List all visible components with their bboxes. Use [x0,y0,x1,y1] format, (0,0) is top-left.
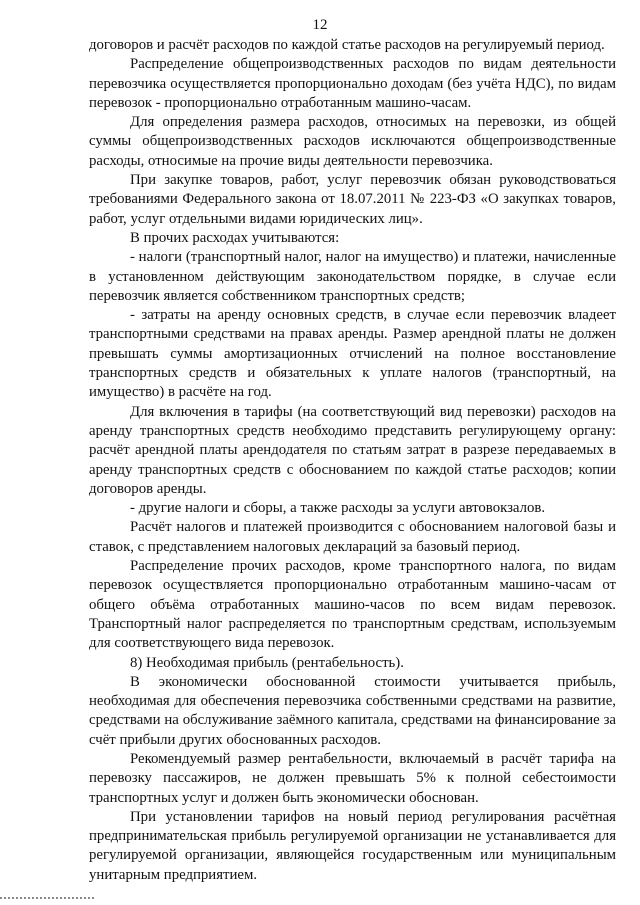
paragraph-contracts-calculation: договоров и расчёт расходов по каждой статье расходов на регулируемый период. [89,37,605,53]
paragraph-overhead-exclusion: Для определения размера расходов, относимых на перевозки, из общей суммы общепроизводственных расходов исключаются общепроизводственные расходы, относимые на прочие виды деятельности перевозчика. [89,114,616,169]
paragraph-overhead-distribution: Распределение общепроизводственных расходов по видам деятельности перевозчика осуществляется пропорционально доходам (без учёта НДС), по видам перевозок - пропорционально отработанным машино-часам. [89,56,616,111]
page-number: 12 [312,17,328,33]
paragraph-profitability-limit: Рекомендуемый размер рентабельности, включаемый в расчёт тарифа на перевозку пассажиров, не должен превышать 5% к полной себестоимости транспортных услуг и должен быть экономически обоснован. [89,750,616,806]
scan-edge-mark [0,897,96,899]
paragraph-other-expenses-distribution: Распределение прочих расходов, кроме транспортного налога, по видам перевозок осуществляется пропорционально отработанным машино-часам от общего объёма отработанных машино-часов по всем видам перевозок. Транспортный налог распределяется по транспортным средствам, используемым для соответствующего вида перевозок. [89,558,616,652]
paragraph-other-expenses-heading: В прочих расходах учитываются: [130,229,340,246]
document-body [89,36,616,885]
paragraph-procurement-law: При закупке товаров, работ, услуг перевозчик обязан руководствоваться требованиями Федерального закона от 18.07.2011 № 223-ФЗ «О закупках товаров, работ, услуг отдельными видами юридических лиц». [89,172,616,227]
paragraph-unitary-enterprise-profit: При установлении тарифов на новый период регулирования расчётная предпринимательская прибыль регулируемой организации не устанавливается для регулируемой организации, являющейся государственным или муниципальным унитарным предприятием. [89,808,616,883]
paragraph-rent-documents: Для включения в тарифы (на соответствующий вид перевозки) расходов на аренду транспортных средств необходимо представить регулирующему органу: расчёт арендной платы арендодателя по статьям затрат в разрезе передаваемых в аренду транспортных средств с обоснованием по каждой статье расходов; копии договоров аренды. [89,403,616,497]
paragraph-rent-costs-item: - затраты на аренду основных средств, в случае если перевозчик владеет транспортными средствами на правах аренды. Размер арендной платы не должен превышать суммы амортизационных отчислений на полное восстановление транспортных средств и обязательных к уплате налогов (транспортный, на имущество) в расчёте на год. [89,307,616,401]
paragraph-other-taxes-item: - другие налоги и сборы, а также расходы за услуги автовокзалов. [130,500,546,517]
paragraph-tax-calculation: Расчёт налогов и платежей производится с обоснованием налоговой базы и ставок, с представлением налоговых деклараций за базовый период. [89,519,616,555]
paragraph-taxes-item: - налоги (транспортный налог, налог на имущество) и платежи, начисленные в установленном действующим законодательством порядке, в случае если перевозчик является собственником транспортных средств; [89,249,616,304]
paragraph-profit-definition: В экономически обоснованной стоимости учитывается прибыль, необходимая для обеспечения перевозчика собственными средствами на развитие, средствами на обслуживание заёмного капитала, средствами на финансирование за счёт прибыли других обоснованных расходов. [89,673,616,748]
section-heading-profit: 8) Необходимая прибыль (рентабельность). [130,654,404,671]
